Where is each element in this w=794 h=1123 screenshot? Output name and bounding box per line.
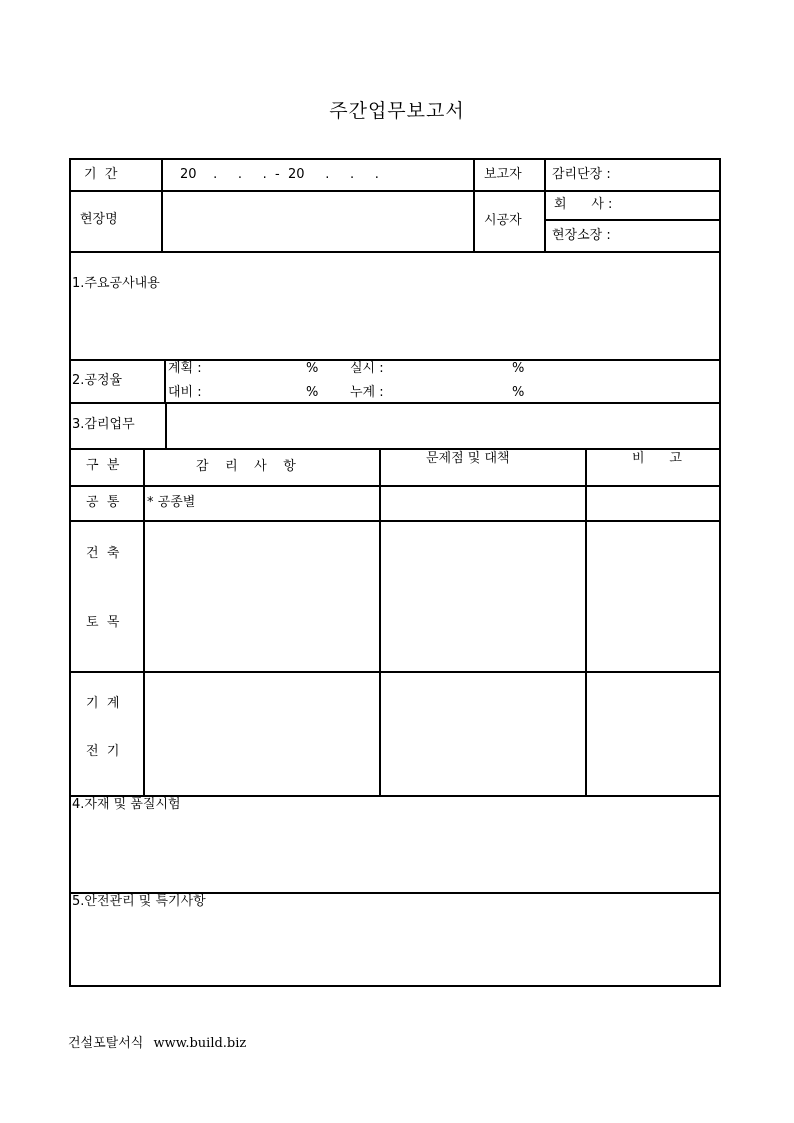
divider (143, 448, 145, 797)
form-border-right (719, 158, 721, 987)
civil-label: 토 목 (86, 615, 120, 630)
form-border-bottom (69, 985, 721, 987)
site-manager-label: 현장소장 : (552, 228, 611, 243)
divider (161, 190, 721, 192)
remarks-header: 비 고 (632, 451, 682, 466)
footer-url[interactable]: www.build.biz (153, 1036, 247, 1051)
section5-label: 5.안전관리 및 특기사항 (72, 894, 206, 909)
items-header: 감 리 사 항 (196, 459, 296, 474)
section1-label: 1.주요공사내용 (72, 276, 160, 291)
form-border-top (69, 158, 721, 160)
divider (69, 671, 721, 673)
site-name-label: 현장명 (80, 212, 118, 227)
divider (69, 485, 721, 487)
divider (69, 520, 721, 522)
category-header: 구 분 (86, 458, 120, 473)
common-row-item: * 공종별 (147, 495, 196, 510)
divider (544, 158, 546, 253)
ratio-label: 대비 : (168, 385, 202, 400)
supervisor-label: 감리단장 : (552, 167, 611, 182)
architecture-label: 건 축 (86, 546, 120, 561)
form-border-left (69, 158, 71, 987)
plan-label: 계획 : (168, 361, 202, 376)
period-label: 기 간 (84, 167, 118, 182)
divider (69, 251, 721, 253)
document-title: 주간업무보고서 (329, 100, 465, 122)
actual-unit: % (512, 361, 525, 376)
plan-unit: % (306, 361, 319, 376)
divider (69, 190, 163, 192)
contractor-label: 시공자 (484, 213, 522, 228)
section2-label: 2.공정율 (72, 373, 123, 388)
reporter-label: 보고자 (484, 167, 522, 182)
section4-label: 4.자재 및 품질시험 (72, 797, 181, 812)
divider (69, 359, 721, 361)
company-label: 회 사 : (554, 197, 613, 212)
period-value[interactable]: 20 . . . - 20 . . . (180, 167, 379, 182)
issues-header: 문제점 및 대책 (426, 451, 510, 466)
footer-source: 건설포탈서식 (68, 1036, 144, 1051)
divider (544, 219, 721, 221)
divider (161, 158, 163, 253)
footer (68, 1032, 246, 1051)
cumulative-unit: % (512, 385, 525, 400)
section3-label: 3.감리업무 (72, 417, 135, 432)
divider (473, 158, 475, 253)
cumulative-label: 누계 : (350, 385, 384, 400)
common-row-label: 공 통 (86, 495, 120, 510)
actual-label: 실시 : (350, 361, 384, 376)
divider (164, 359, 166, 404)
mechanical-label: 기 계 (86, 696, 120, 711)
divider (379, 448, 381, 797)
ratio-unit: % (306, 385, 319, 400)
divider (585, 448, 587, 797)
electrical-label: 전 기 (86, 744, 120, 759)
divider (165, 402, 167, 450)
